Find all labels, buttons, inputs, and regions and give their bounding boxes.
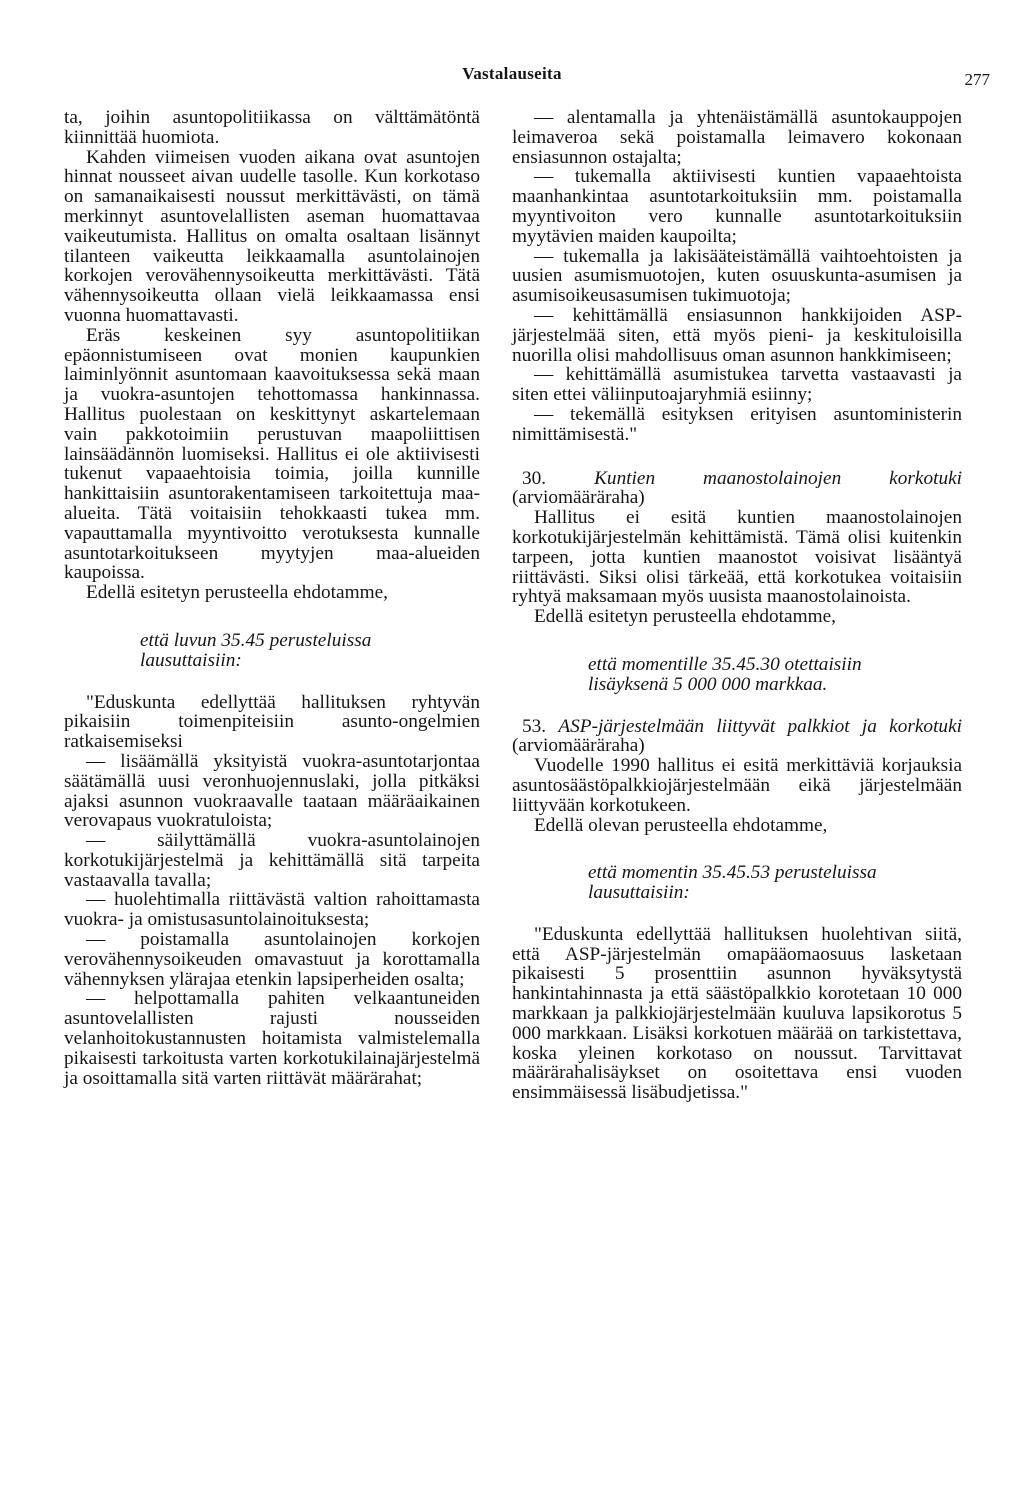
item-title: Kuntien maanostolainojen korkotuki [594, 467, 962, 489]
left-column [64, 108, 480, 1088]
page-number: 277 [964, 70, 990, 89]
bullet-item: — alentamalla ja yhtenäistämällä asuntokauppojen leimaveroa sekä poistamalla leimavero kokonaan ensiasunnon ostajalta; [512, 107, 962, 168]
quote-body: "Eduskunta edellyttää hallituksen huolehtivan siitä, että ASP-järjestelmän omapääomaosuus lasketaan pikaisesti 5 prosenttiin asunnon hyväksytystä hankintahinnasta ja että säästöpalkkio korotetaan 10 000 markkaan ja palkkiojärjestelmään kuuluva lapsikorotus 5 000 markkaan. Lisäksi korkotuen määrää on tarkistettava, koska yleinen korkotaso on noussut. Tarvittavat määrärahalisäykset on osoitettava ensi vuoden ensimmäisessä lisäbudjetissa." [512, 923, 962, 1104]
bullet-item: — tukemalla ja lakisääteistämällä vaihtoehtoisten ja uusien asumismuotojen, kuten osuuskunta-asumisen ja asumisoikeusasumisen tukimuotoja; [512, 245, 962, 307]
item-number: 53. [522, 715, 547, 737]
resolution-statement: että luvun 35.45 perusteluissa lausuttaisiin: [140, 629, 372, 671]
item-suffix: (arviomääräraha) [512, 735, 645, 757]
bullet-item: — helpottamalla pahiten velkaantuneiden asuntovelallisten rajusti nousseiden velanhoitokustannusten hoitamista valmistelemalla pikaisesti tarkoitusta varten korkotukilainajärjestelmä ja osoittamalla sitä varten riittävät määrärahat; [64, 988, 480, 1089]
paragraph: Vuodelle 1990 hallitus ei esitä merkittäviä korjauksia asuntosäästöpalkkiojärjestelmään eikä järjestelmään liittyvään korkotukeen. [512, 755, 962, 816]
running-head: Vastalauseita [462, 64, 562, 83]
item-number: 30. [522, 467, 547, 489]
item-30-heading [512, 469, 962, 509]
right-column [512, 108, 962, 1103]
quote-intro: "Eduskunta edellyttää hallituksen ryhtyvän pikaisiin toimenpiteisiin asunto-ongelmien ratkaisemiseksi [64, 691, 480, 753]
item-title: ASP-järjestelmään liittyvät palkkiot ja korkotuki [558, 715, 962, 737]
resolution-statement: että momentille 35.45.30 otettaisiin lisäyksenä 5 000 000 markkaa. [588, 653, 862, 695]
bullet-item: — tukemalla aktiivisesti kuntien vapaaehtoista maanhankintaa asuntotarkoituksiin mm. poistamalla myyntivoiton vero kunnalle asuntotarkoituksiin myytävien maiden kaupoilta; [512, 166, 962, 247]
bullet-item: — kehittämällä asumistukea tarvetta vastaavasti ja siten ettei väliinputoajaryhmiä esiinny; [512, 364, 962, 406]
bullet-item: — kehittämällä ensiasunnon hankkijoiden ASP-järjestelmää siten, että myös pieni- ja keskituloisilla nuorilla olisi mahdollisuus oman asunnon hankkimiseen; [512, 304, 962, 366]
paragraph: Edellä esitetyn perusteella ehdotamme, [86, 582, 388, 604]
bullet-item: — huolehtimalla riittävästä valtion rahoittamasta vuokra- ja omistusasuntolainoituksesta; [64, 889, 480, 931]
paragraph: ta, joihin asuntopolitiikassa on välttämätöntä kiinnittää huomiota. [64, 107, 480, 148]
resolution-statement: että momentin 35.45.53 perusteluissa lausuttaisiin: [588, 862, 877, 904]
paragraph: Kahden viimeisen vuoden aikana ovat asuntojen hinnat nousseet aivan uudelle tasolle. Kun korkotaso on samanaikaisesti noussut merkittävästi, on tämä merkinnyt asuntovelallisten aseman huomattavaa vaikeutumista. Hallitus on omalta osaltaan lisännyt tilanteen vaikeutta leikkaamalla asuntolainojen korkojen verovähennysoikeutta merkittävästi. Tätä vähennysoikeutta ollaan vielä leikkaamassa ensi vuonna huomattavasti. [64, 146, 480, 326]
paragraph: Edellä olevan perusteella ehdotamme, [534, 814, 828, 836]
bullet-item: — tekemällä esityksen erityisen asuntoministerin nimittämisestä." [512, 403, 962, 445]
bullet-item: — poistamalla asuntolainojen korkojen verovähennysoikeuden omavastuut ja korottamalla vähennyksen ylärajaa etenkin lapsiperheiden osalta; [64, 929, 480, 990]
bullet-item: — säilyttämällä vuokra-asuntolainojen korkotukijärjestelmä ja kehittämällä sitä tarpeita vastaavalla tavalla; [64, 830, 480, 891]
item-53-heading [512, 717, 962, 757]
paragraph: Hallitus ei esitä kuntien maanostolainojen korkotukijärjestelmän kehittämistä. Tämä olisi kuitenkin tarpeen, jotta kuntien maanostot voisivat lisääntyä riittävästi. Siksi olisi tärkeää, että korkotukea voitaisiin ryhtyä maksamaan myös uusista maanostolainoista. [512, 507, 962, 608]
paragraph: Edellä esitetyn perusteella ehdotamme, [534, 606, 836, 628]
bullet-item: — lisäämällä yksityistä vuokra-asuntotarjontaa säätämällä uusi veronhuojennuslaki, jolla pitkäksi ajaksi asunnon vuokraavalle taataan määräaikainen verovapaus vuokratuloista; [64, 750, 480, 832]
item-suffix: (arviomääräraha) [512, 487, 645, 509]
paragraph: Eräs keskeinen syy asuntopolitiikan epäonnistumiseen ovat monien kaupunkien laiminlyönnit asuntomaan kaavoituksessa sekä maan ja vuokra-asuntojen tehottomassa hankinnassa. Hallitus puolestaan on keskittynyt askartelemaan vain pakkotoimiin perustuvan maapoliittisen lainsäädännön luomiseksi. Hallitus ei ole aktiivisesti tukenut vapaaehtoisia toimia, joilla kunnille hankittaisiin asuntorakentamiseen tarkoitettuja maa-alueita. Tätä voitaisiin tehokkaasti tukea mm. vapauttamalla myyntivoitto verotuksesta kunnalle asuntotarkoitukseen myytyjen maa-alueiden kaupoissa. [64, 324, 480, 584]
